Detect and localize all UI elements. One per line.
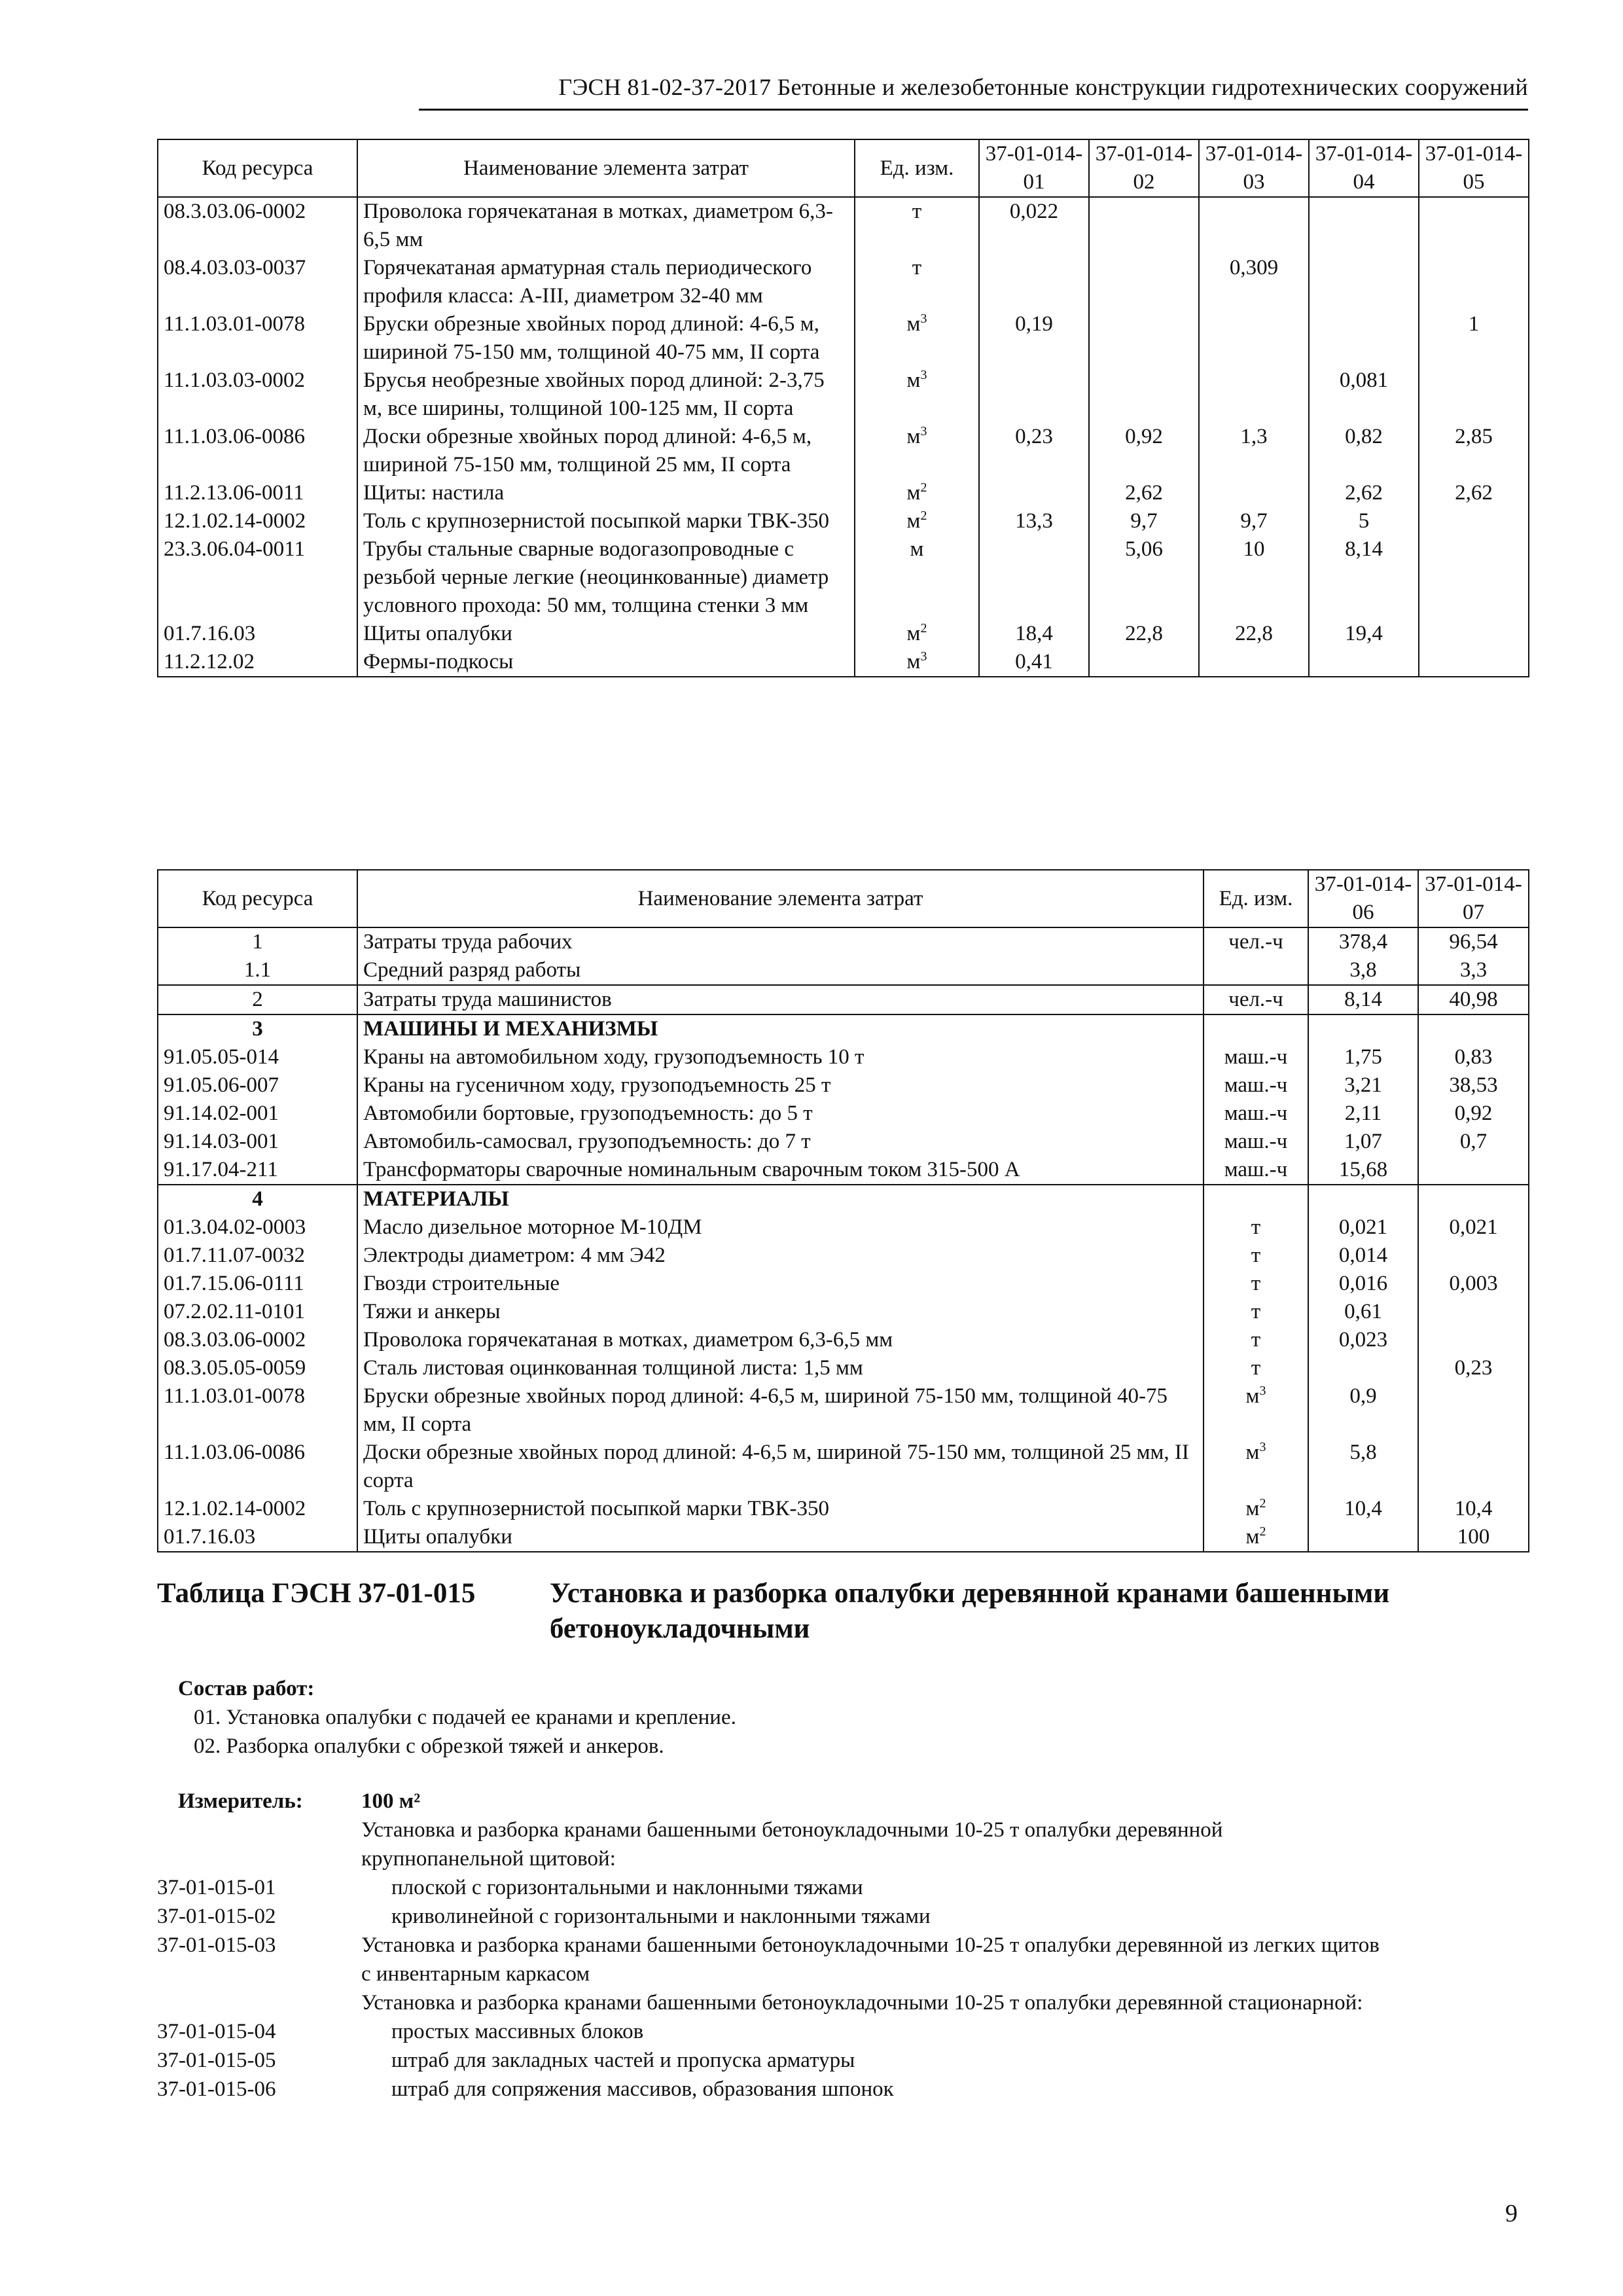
resource-name: Краны на гусеничном ходу, грузоподъемность 25 т xyxy=(357,1071,1204,1100)
resource-value xyxy=(1309,197,1419,254)
measure-line xyxy=(157,1816,1528,1844)
column-header-code: 37-01-014-05 xyxy=(1419,139,1529,197)
resource-value: 0,021 xyxy=(1418,1213,1529,1242)
resource-name: Бруски обрезные хвойных пород длиной: 4-6,5 м, шириной 75-150 мм, толщиной 40-75 мм, II сорта xyxy=(357,1382,1204,1439)
table-row xyxy=(158,985,1529,1014)
table-row xyxy=(158,1071,1529,1100)
resource-code: 07.2.02.11-0101 xyxy=(158,1298,357,1326)
norm-code: 37-01-015-03 xyxy=(157,1933,276,1957)
norm-description: Установка и разборка кранами башенными бетоноукладочными 10-25 т опалубки деревянной из легких щитов xyxy=(361,1933,1380,1957)
table-row xyxy=(158,1523,1529,1552)
resource-value xyxy=(1199,479,1309,507)
resource-value: 0,014 xyxy=(1308,1242,1418,1270)
work-item: 02. Разборка опалубки с обрезкой тяжей и анкеров. xyxy=(194,1734,664,1758)
norm-description: Установка и разборка кранами башенными бетоноукладочными 10-25 т опалубки деревянной xyxy=(361,1818,1223,1842)
resource-value: 2,11 xyxy=(1308,1100,1418,1128)
resource-name: Горячекатаная арматурная сталь периодического профиля класса: А-III, диаметром 32-40 мм xyxy=(357,254,855,310)
resource-name: Доски обрезные хвойных пород длиной: 4-6,5 м, шириной 75-150 мм, толщиной 25 мм, II сорта xyxy=(357,423,855,479)
table-row xyxy=(158,310,1529,367)
table-row xyxy=(158,1495,1529,1523)
resource-value xyxy=(1418,1326,1529,1354)
resource-value xyxy=(1418,1156,1529,1185)
resource-unit: $м^2$ xyxy=(855,620,979,648)
resource-value xyxy=(1089,367,1199,423)
resource-code: 11.1.03.06-0086 xyxy=(158,1439,357,1495)
table-title: Установка и разборка опалубки деревянной кранами башенными бетоноукладочными xyxy=(550,1578,1390,1644)
norm-description: крупнопанельной щитовой: xyxy=(361,1847,616,1871)
resource-value: 2,62 xyxy=(1089,479,1199,507)
resource-value: 0,61 xyxy=(1308,1298,1418,1326)
resource-value: 22,8 xyxy=(1199,620,1309,648)
resource-code: 08.3.05.05-0059 xyxy=(158,1354,357,1382)
norm-code: 37-01-015-04 xyxy=(157,2020,276,2043)
norm-description: с инвентарным каркасом xyxy=(361,1962,590,1986)
resource-name: МАТЕРИАЛЫ xyxy=(357,1185,1204,1213)
table-row xyxy=(158,1270,1529,1298)
norm-description: штраб для сопряжения массивов, образования шпонок xyxy=(391,2077,894,2101)
resource-unit: $м^3$ xyxy=(1204,1439,1308,1495)
resource-unit: $м^3$ xyxy=(855,648,979,677)
resource-unit: $м^2$ xyxy=(855,479,979,507)
resource-unit: т xyxy=(1204,1326,1308,1354)
resource-code: 2 xyxy=(158,985,357,1014)
work-item: 01. Установка опалубки с подачей ее кранами и крепление. xyxy=(194,1706,736,1729)
resource-value: 9,7 xyxy=(1199,507,1309,535)
resource-unit: м xyxy=(855,535,979,620)
resource-code: 12.1.02.14-0002 xyxy=(158,507,357,535)
table-row xyxy=(158,254,1529,310)
column-header: Код ресурса xyxy=(158,870,357,927)
table-row xyxy=(158,1043,1529,1071)
table-row xyxy=(158,367,1529,423)
resource-code: 91.05.05-014 xyxy=(158,1043,357,1071)
resource-code: 01.7.16.03 xyxy=(158,1523,357,1552)
resource-unit xyxy=(1204,956,1308,985)
resource-code: 3 xyxy=(158,1014,357,1043)
resource-value: 22,8 xyxy=(1089,620,1199,648)
column-header: Наименование элемента затрат xyxy=(357,139,855,197)
table-row xyxy=(158,1354,1529,1382)
table-row xyxy=(158,927,1529,956)
table-header-row xyxy=(158,870,1529,927)
resource-value: 10,4 xyxy=(1418,1495,1529,1523)
norm-description: Установка и разборка кранами башенными бетоноукладочными 10-25 т опалубки деревянной стационарной: xyxy=(361,1991,1363,2015)
column-header-code: 37-01-014-04 xyxy=(1309,139,1419,197)
resource-value xyxy=(1309,648,1419,677)
norm-code: 37-01-015-06 xyxy=(157,2077,276,2101)
resource-value: 0,003 xyxy=(1418,1270,1529,1298)
resource-value: 0,023 xyxy=(1308,1326,1418,1354)
resource-name: Тяжи и анкеры xyxy=(357,1298,1204,1326)
measure-block xyxy=(157,1787,1528,2104)
resource-value xyxy=(1308,1354,1418,1382)
resource-value: 8,14 xyxy=(1308,985,1418,1014)
resource-name: Затраты труда рабочих xyxy=(357,927,1204,956)
resource-value: 0,19 xyxy=(979,310,1089,367)
resource-value: 8,14 xyxy=(1309,535,1419,620)
resource-name: Толь с крупнозернистой посыпкой марки ТВК-350 xyxy=(357,1495,1204,1523)
resource-name: Щиты опалубки xyxy=(357,1523,1204,1552)
resource-value: 5,8 xyxy=(1308,1439,1418,1495)
resource-name: Трубы стальные сварные водогазопроводные с резьбой черные легкие (неоцинкованные) диаметр условного прохода: 50 мм, толщина стенки 3 мм xyxy=(357,535,855,620)
resource-unit: т xyxy=(1204,1213,1308,1242)
resource-value: 0,82 xyxy=(1309,423,1419,479)
resource-value xyxy=(1089,648,1199,677)
resource-value xyxy=(1089,254,1199,310)
resource-value xyxy=(1419,197,1529,254)
running-header: ГЭСН 81-02-37-2017 Бетонные и железобетонные конструкции гидротехнических сооружений xyxy=(558,74,1528,100)
resource-value xyxy=(1419,367,1529,423)
resource-value: 5 xyxy=(1309,507,1419,535)
table-row xyxy=(158,648,1529,677)
resource-value: 18,4 xyxy=(979,620,1089,648)
resource-value xyxy=(1308,1523,1418,1552)
resource-name: Автомобили бортовые, грузоподъемность: до 5 т xyxy=(357,1100,1204,1128)
column-header-code: 37-01-014-02 xyxy=(1089,139,1199,197)
resource-unit: т xyxy=(1204,1298,1308,1326)
resource-value xyxy=(979,479,1089,507)
resource-code: 01.7.16.03 xyxy=(158,620,357,648)
resource-value: 0,23 xyxy=(979,423,1089,479)
resource-value: 0,92 xyxy=(1418,1100,1529,1128)
resource-code: 08.3.03.06-0002 xyxy=(158,1326,357,1354)
resource-code: 01.3.04.02-0003 xyxy=(158,1213,357,1242)
measure-line xyxy=(157,2075,1528,2104)
measure-line xyxy=(157,1902,1528,1931)
resource-value: 19,4 xyxy=(1309,620,1419,648)
resource-value xyxy=(1418,1298,1529,1326)
norm-description: плоской с горизонтальными и наклонными тяжами xyxy=(391,1876,863,1899)
resource-code: 91.05.06-007 xyxy=(158,1071,357,1100)
table-row xyxy=(158,1242,1529,1270)
resource-name: Щиты опалубки xyxy=(357,620,855,648)
resource-name: Краны на автомобильном ходу, грузоподъемность 10 т xyxy=(357,1043,1204,1071)
resource-name: Толь с крупнозернистой посыпкой марки ТВК-350 xyxy=(357,507,855,535)
resource-code: 91.17.04-211 xyxy=(158,1156,357,1185)
resource-value: 0,23 xyxy=(1418,1354,1529,1382)
table-row xyxy=(158,1100,1529,1128)
resource-code: 11.1.03.06-0086 xyxy=(158,423,357,479)
column-header-code: 37-01-014-03 xyxy=(1199,139,1309,197)
resource-value xyxy=(979,367,1089,423)
resource-code: 91.14.02-001 xyxy=(158,1100,357,1128)
resource-unit: чел.-ч xyxy=(1204,985,1308,1014)
resource-value: 3,3 xyxy=(1418,956,1529,985)
resource-unit: $м^3$ xyxy=(1204,1382,1308,1439)
resource-value: 0,309 xyxy=(1199,254,1309,310)
resource-unit: т xyxy=(855,197,979,254)
work-composition xyxy=(178,1674,736,1761)
resource-value xyxy=(1308,1014,1418,1043)
resource-value: 0,9 xyxy=(1308,1382,1418,1439)
column-header: Ед. изм. xyxy=(855,139,979,197)
norm-code: 37-01-015-05 xyxy=(157,2049,276,2072)
resource-name: Проволока горячекатаная в мотках, диаметром 6,3-6,5 мм xyxy=(357,197,855,254)
resource-unit: т xyxy=(1204,1354,1308,1382)
resource-name: Затраты труда машинистов xyxy=(357,985,1204,1014)
resource-unit: $м^2$ xyxy=(1204,1523,1308,1552)
resource-value: 13,3 xyxy=(979,507,1089,535)
resource-name: Бруски обрезные хвойных пород длиной: 4-6,5 м, шириной 75-150 мм, толщиной 40-75 мм, II сорта xyxy=(357,310,855,367)
resource-code: 1.1 xyxy=(158,956,357,985)
resource-value: 10,4 xyxy=(1308,1495,1418,1523)
table-row xyxy=(158,620,1529,648)
measure-line xyxy=(157,1873,1528,1902)
resource-name: Электроды диаметром: 4 мм Э42 xyxy=(357,1242,1204,1270)
resource-value: 2,85 xyxy=(1419,423,1529,479)
table-row xyxy=(158,1382,1529,1439)
resource-value xyxy=(1419,620,1529,648)
resource-value: 0,081 xyxy=(1309,367,1419,423)
resource-value: 0,016 xyxy=(1308,1270,1418,1298)
resource-code: 08.3.03.06-0002 xyxy=(158,197,357,254)
resource-value: 2,62 xyxy=(1419,479,1529,507)
resource-value xyxy=(1199,197,1309,254)
resource-table-2 xyxy=(157,869,1529,1552)
resource-name: Проволока горячекатаная в мотках, диаметром 6,3-6,5 мм xyxy=(357,1326,1204,1354)
measure-line xyxy=(157,1960,1528,1988)
measure-line xyxy=(157,1931,1528,1960)
table-row xyxy=(158,1156,1529,1185)
column-header: Код ресурса xyxy=(158,139,357,197)
resource-value xyxy=(1419,535,1529,620)
resource-value xyxy=(1418,1242,1529,1270)
resource-name: Средний разряд работы xyxy=(357,956,1204,985)
resource-table-1 xyxy=(157,139,1529,677)
table-row xyxy=(158,1185,1529,1213)
resource-value: 0,022 xyxy=(979,197,1089,254)
column-header-code: 37-01-014-01 xyxy=(979,139,1089,197)
column-header-code: 37-01-014-07 xyxy=(1418,870,1529,927)
resource-code: 08.4.03.03-0037 xyxy=(158,254,357,310)
resource-code: 01.7.15.06-0111 xyxy=(158,1270,357,1298)
resource-unit: т xyxy=(1204,1242,1308,1270)
resource-value: 2,62 xyxy=(1309,479,1419,507)
table-row xyxy=(158,197,1529,254)
resource-value xyxy=(1199,367,1309,423)
resource-value: 0,83 xyxy=(1418,1043,1529,1071)
resource-value xyxy=(1309,310,1419,367)
resource-value xyxy=(1199,648,1309,677)
resource-unit: $м^2$ xyxy=(855,507,979,535)
resource-value xyxy=(1418,1382,1529,1439)
resource-value xyxy=(1419,648,1529,677)
column-header-code: 37-01-014-06 xyxy=(1308,870,1418,927)
resource-unit xyxy=(1204,1014,1308,1043)
resource-value xyxy=(1309,254,1419,310)
resource-unit: $м^3$ xyxy=(855,310,979,367)
header-rule xyxy=(419,109,1528,111)
measure-line xyxy=(157,2017,1528,2046)
resource-value: 9,7 xyxy=(1089,507,1199,535)
norm-code: 37-01-015-01 xyxy=(157,1876,276,1899)
column-header: Ед. изм. xyxy=(1204,870,1308,927)
table-header-row xyxy=(158,139,1529,197)
resource-value xyxy=(1418,1014,1529,1043)
table-row xyxy=(158,1128,1529,1156)
resource-value xyxy=(1089,310,1199,367)
resource-value xyxy=(1199,310,1309,367)
resource-code: 11.1.03.01-0078 xyxy=(158,310,357,367)
resource-unit: т xyxy=(1204,1270,1308,1298)
resource-value xyxy=(979,254,1089,310)
column-header: Наименование элемента затрат xyxy=(357,870,1204,927)
resource-code: 4 xyxy=(158,1185,357,1213)
resource-unit: т xyxy=(855,254,979,310)
resource-code: 11.1.03.03-0002 xyxy=(158,367,357,423)
resource-unit: $м^3$ xyxy=(855,423,979,479)
resource-name: Брусья необрезные хвойных пород длиной: 2-3,75 м, все ширины, толщиной 100-125 мм, II сорта xyxy=(357,367,855,423)
resource-value: 15,68 xyxy=(1308,1156,1418,1185)
resource-unit: $м^2$ xyxy=(1204,1495,1308,1523)
resource-name: Гвозди строительные xyxy=(357,1270,1204,1298)
resource-value: 3,21 xyxy=(1308,1071,1418,1100)
resource-code: 11.2.12.02 xyxy=(158,648,357,677)
resource-name: Щиты: настила xyxy=(357,479,855,507)
resource-name: Трансформаторы сварочные номинальным сварочным током 315-500 А xyxy=(357,1156,1204,1185)
table-row xyxy=(158,1014,1529,1043)
resource-name: МАШИНЫ И МЕХАНИЗМЫ xyxy=(357,1014,1204,1043)
work-label: Состав работ: xyxy=(178,1677,315,1700)
resource-value xyxy=(979,535,1089,620)
resource-name: Сталь листовая оцинкованная толщиной листа: 1,5 мм xyxy=(357,1354,1204,1382)
resource-value: 1,75 xyxy=(1308,1043,1418,1071)
norm-description: простых массивных блоков xyxy=(391,2020,644,2043)
measure-value: 100 м² xyxy=(361,1789,421,1813)
resource-code: 01.7.11.07-0032 xyxy=(158,1242,357,1270)
resource-name: Автомобиль-самосвал, грузоподъемность: до 7 т xyxy=(357,1128,1204,1156)
resource-code: 11.1.03.01-0078 xyxy=(158,1382,357,1439)
resource-value: 378,4 xyxy=(1308,927,1418,956)
measure-line xyxy=(157,1988,1528,2017)
resource-value: 10 xyxy=(1199,535,1309,620)
resource-unit: маш.-ч xyxy=(1204,1043,1308,1071)
table-row xyxy=(158,535,1529,620)
norm-code: 37-01-015-02 xyxy=(157,1905,276,1928)
norm-description: штраб для закладных частей и пропуска арматуры xyxy=(391,2049,855,2072)
resource-value: 1 xyxy=(1419,310,1529,367)
table-row xyxy=(158,1213,1529,1242)
resource-value xyxy=(1089,197,1199,254)
resource-name: Доски обрезные хвойных пород длиной: 4-6,5 м, шириной 75-150 мм, толщиной 25 мм, II сорта xyxy=(357,1439,1204,1495)
resource-value: 40,98 xyxy=(1418,985,1529,1014)
table-row xyxy=(158,1439,1529,1495)
resource-value xyxy=(1418,1439,1529,1495)
norm-description: криволинейной с горизонтальными и наклонными тяжами xyxy=(391,1905,931,1928)
resource-value: 0,021 xyxy=(1308,1213,1418,1242)
resource-code: 91.14.03-001 xyxy=(158,1128,357,1156)
resource-value xyxy=(1418,1185,1529,1213)
table-row xyxy=(158,423,1529,479)
resource-value: 1,07 xyxy=(1308,1128,1418,1156)
measure-line xyxy=(157,2046,1528,2075)
resource-code: 12.1.02.14-0002 xyxy=(158,1495,357,1523)
page-number: 9 xyxy=(1505,2200,1518,2227)
table-row xyxy=(158,507,1529,535)
resource-unit: чел.-ч xyxy=(1204,927,1308,956)
resource-value: 0,41 xyxy=(979,648,1089,677)
table-row xyxy=(158,1326,1529,1354)
resource-unit: $м^3$ xyxy=(855,367,979,423)
resource-value: 100 xyxy=(1418,1523,1529,1552)
resource-unit: маш.-ч xyxy=(1204,1156,1308,1185)
resource-code: 23.3.06.04-0011 xyxy=(158,535,357,620)
resource-unit xyxy=(1204,1185,1308,1213)
resource-code: 11.2.13.06-0011 xyxy=(158,479,357,507)
resource-name: Фермы-подкосы xyxy=(357,648,855,677)
resource-value: 0,92 xyxy=(1089,423,1199,479)
resource-unit: маш.-ч xyxy=(1204,1128,1308,1156)
measure-label: Измеритель: xyxy=(178,1789,303,1813)
table-number: Таблица ГЭСН 37-01-015 xyxy=(157,1578,476,1609)
resource-value xyxy=(1308,1185,1418,1213)
table-row xyxy=(158,1298,1529,1326)
resource-value: 1,3 xyxy=(1199,423,1309,479)
resource-value: 0,7 xyxy=(1418,1128,1529,1156)
table-row xyxy=(158,956,1529,985)
resource-code: 1 xyxy=(158,927,357,956)
table-row xyxy=(158,479,1529,507)
resource-unit: маш.-ч xyxy=(1204,1071,1308,1100)
resource-value: 3,8 xyxy=(1308,956,1418,985)
resource-name: Масло дизельное моторное М-10ДМ xyxy=(357,1213,1204,1242)
resource-value: 38,53 xyxy=(1418,1071,1529,1100)
measure-line xyxy=(157,1844,1528,1873)
resource-value: 5,06 xyxy=(1089,535,1199,620)
resource-value xyxy=(1419,254,1529,310)
resource-value: 96,54 xyxy=(1418,927,1529,956)
resource-value xyxy=(1419,507,1529,535)
resource-unit: маш.-ч xyxy=(1204,1100,1308,1128)
